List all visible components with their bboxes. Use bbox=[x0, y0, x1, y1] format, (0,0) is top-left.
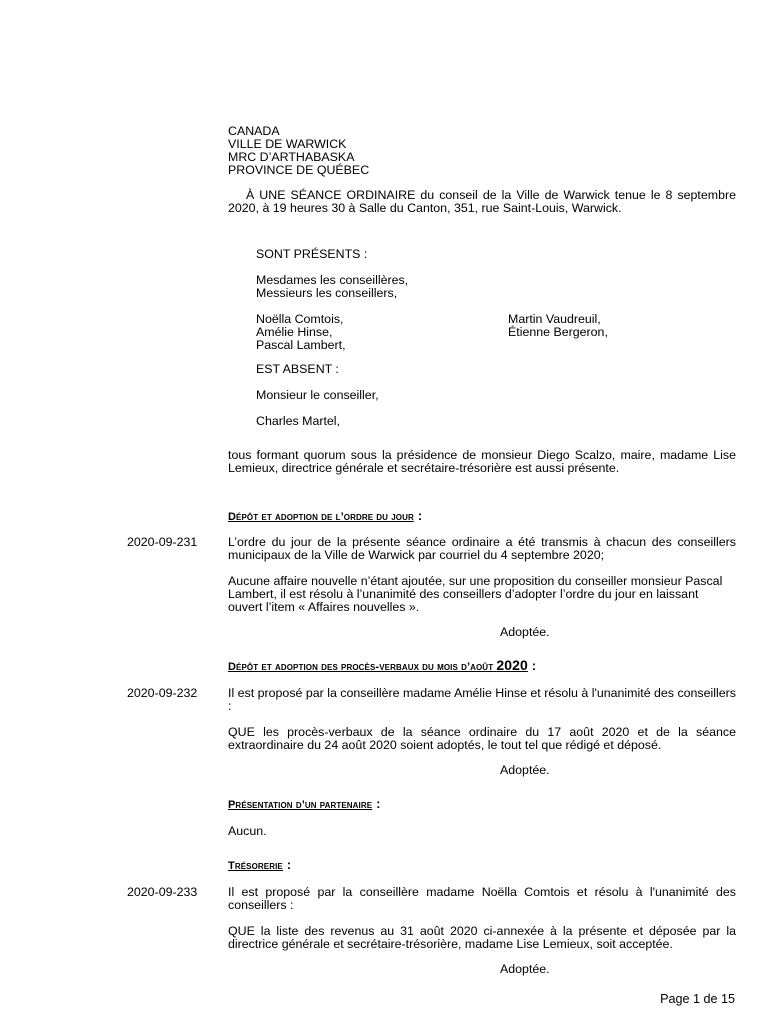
section-paragraph: L’ordre du jour de la présente séance ordinaire a été transmis à chacun des conseillers municipaux de la Ville de Warwick par courriel du 4 septembre 2020; bbox=[228, 535, 736, 562]
resolution-number: 2020-09-231 bbox=[127, 535, 198, 549]
heading-year: 2020 bbox=[496, 657, 528, 673]
quorum-paragraph: tous formant quorum sous la présidence de monsieur Diego Scalzo, maire, madame Lise Lemieux, directrice générale et secrétaire-trésorière est aussi présente. bbox=[228, 448, 736, 475]
header-line-city: VILLE DE WARWICK bbox=[228, 137, 347, 151]
header-line-province: PROVINCE DE QUÉBEC bbox=[228, 163, 370, 177]
adopted-label: Adoptée. bbox=[500, 962, 550, 976]
councillor-name: Noëlla Comtois, bbox=[256, 312, 344, 326]
councillor-name: Amélie Hinse, bbox=[256, 325, 333, 339]
section-heading-partner bbox=[228, 798, 380, 812]
resolution-number: 2020-09-232 bbox=[127, 686, 198, 700]
absent-salutation: Monsieur le conseiller, bbox=[256, 388, 379, 402]
section-paragraph: QUE les procès-verbaux de la séance ordinaire du 17 août 2020 et de la séance extraordinaire du 24 août 2020 soient adoptés, le tout tel que rédigé et déposé. bbox=[228, 725, 736, 752]
presents-title: SONT PRÉSENTS : bbox=[256, 247, 368, 261]
intro-paragraph: À UNE SÉANCE ORDINAIRE du conseil de la Ville de Warwick tenue le 8 septembre 2020, à 19 heures 30 à Salle du Canton, 351, rue Saint-Louis, Warwick. bbox=[228, 188, 736, 215]
section-heading-agenda bbox=[228, 510, 422, 524]
adopted-label: Adoptée. bbox=[500, 625, 550, 639]
heading-colon: : bbox=[531, 659, 537, 673]
presents-column-1 bbox=[256, 313, 346, 352]
absent-name: Charles Martel, bbox=[256, 414, 341, 428]
presents-column-2 bbox=[508, 313, 608, 339]
section-paragraph: Il est proposé par la conseillère madame Noëlla Comtois et résolu à l'unanimité des conseillers : bbox=[228, 885, 736, 912]
heading-colon: : bbox=[376, 797, 381, 811]
councillor-name: Étienne Bergeron, bbox=[508, 325, 608, 339]
councillor-name: Pascal Lambert, bbox=[256, 338, 346, 352]
section-heading-treasury bbox=[228, 859, 291, 873]
page-number: Page 1 de 15 bbox=[660, 992, 735, 1006]
header-line-country: CANADA bbox=[228, 124, 280, 138]
absent-title: EST ABSENT : bbox=[256, 362, 339, 376]
header-line-mrc: MRC D’ARTHABASKA bbox=[228, 150, 355, 164]
section-heading-text: Dépôt et adoption de l’ordre du jour bbox=[228, 511, 414, 523]
section-heading-minutes bbox=[228, 659, 536, 674]
section-paragraph: Il est proposé par la conseillère madame Amélie Hinse et résolu à l'unanimité des conseillers : bbox=[228, 686, 736, 713]
section-paragraph: Aucune affaire nouvelle n’étant ajoutée, sur une proposition du conseiller monsieur Pascal Lambert, il est résolu à l’unanimité des conseillers d’adopter l’ordre du jour en laissant ouvert l’item « Affaires nouvelles ». bbox=[228, 574, 723, 614]
section-heading-text: Présentation d’un partenaire bbox=[228, 799, 373, 811]
section-heading-text: Trésorerie bbox=[228, 860, 283, 872]
document-header bbox=[228, 125, 369, 177]
salutation-women: Mesdames les conseillères, bbox=[256, 273, 409, 287]
resolution-number: 2020-09-233 bbox=[127, 885, 198, 899]
salutation-men: Messieurs les conseillers, bbox=[256, 286, 398, 300]
section-heading-text: Dépôt et adoption des procès-verbaux du mois d’août 2020 bbox=[228, 657, 528, 673]
councillor-name: Martin Vaudreuil, bbox=[508, 312, 601, 326]
adopted-label: Adoptée. bbox=[500, 763, 550, 777]
heading-colon: : bbox=[286, 858, 292, 872]
presents-salutations bbox=[256, 274, 408, 300]
section-paragraph: Aucun. bbox=[228, 824, 267, 838]
section-paragraph: QUE la liste des revenus au 31 août 2020 ci-annexée à la présente et déposée par la directrice générale et secrétaire-trésorière, madame Lise Lemieux, soit acceptée. bbox=[228, 924, 736, 951]
heading-colon: : bbox=[417, 509, 423, 523]
